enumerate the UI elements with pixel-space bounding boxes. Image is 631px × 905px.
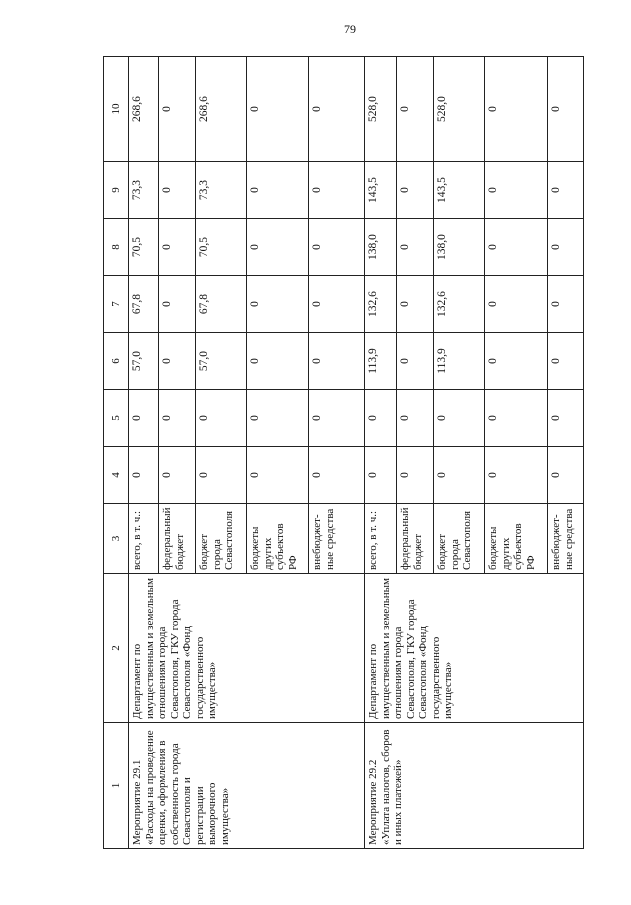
value-cell: 0 [397,219,434,276]
value-cell: 0 [485,219,548,276]
value-cell: 528,0 [434,57,485,162]
value-cell: 0 [365,390,397,447]
value-cell: 268,6 [129,57,159,162]
value-cell: 138,0 [434,219,485,276]
executor-cell: Департамент по имущественным и земельным отношениям города Севастополя, ГКУ города Севастополя «Фонд государственного имущества» [365,574,584,723]
value-cell: 528,0 [365,57,397,162]
value-cell: 0 [548,447,584,504]
value-cell: 0 [159,276,196,333]
value-cell: 0 [159,447,196,504]
source-cell: всего, в т. ч.: [129,504,159,574]
value-cell: 0 [309,447,365,504]
value-cell: 0 [548,57,584,162]
source-cell: бюджеты других субъектов РФ [485,504,548,574]
value-cell: 0 [196,447,247,504]
value-cell: 132,6 [365,276,397,333]
value-cell: 143,5 [434,162,485,219]
value-cell: 0 [548,276,584,333]
value-cell: 0 [309,162,365,219]
value-cell: 0 [159,219,196,276]
value-cell: 0 [397,390,434,447]
measure-cell: Мероприятие 29.2 «Уплата налогов, сборов и иных платежей» [365,723,584,849]
header-cell: 8 [104,219,129,276]
header-cell: 9 [104,162,129,219]
source-cell: федеральный бюджет [397,504,434,574]
value-cell: 0 [196,390,247,447]
value-cell: 57,0 [196,333,247,390]
value-cell: 0 [247,219,309,276]
value-cell: 0 [485,447,548,504]
value-cell: 0 [159,57,196,162]
value-cell: 113,9 [434,333,485,390]
value-cell: 0 [309,276,365,333]
value-cell: 0 [548,162,584,219]
value-cell: 0 [485,162,548,219]
value-cell: 113,9 [365,333,397,390]
value-cell: 0 [397,447,434,504]
value-cell: 0 [247,57,309,162]
value-cell: 70,5 [196,219,247,276]
value-cell: 0 [129,390,159,447]
table-row [129,57,159,849]
value-cell: 0 [397,276,434,333]
value-cell: 0 [434,447,485,504]
value-cell: 73,3 [196,162,247,219]
value-cell: 0 [159,162,196,219]
value-cell: 73,3 [129,162,159,219]
source-cell: бюджет города Севастополя [434,504,485,574]
value-cell: 138,0 [365,219,397,276]
value-cell: 0 [309,219,365,276]
value-cell: 0 [365,447,397,504]
value-cell: 67,8 [129,276,159,333]
value-cell: 70,5 [129,219,159,276]
value-cell: 0 [247,162,309,219]
value-cell: 0 [247,276,309,333]
value-cell: 0 [159,333,196,390]
source-cell: федеральный бюджет [159,504,196,574]
budget-table [103,56,584,849]
value-cell: 0 [397,333,434,390]
value-cell: 0 [397,162,434,219]
source-cell: бюджеты других субъектов РФ [247,504,309,574]
value-cell: 0 [247,447,309,504]
value-cell: 0 [397,57,434,162]
header-cell: 10 [104,57,129,162]
value-cell: 0 [309,390,365,447]
measure-cell: Мероприятие 29.1 «Расходы на проведение оценки, оформления в собственность города Севастополя и регистрации выморочного имущества» [129,723,365,849]
rotated-table-container [103,57,583,849]
value-cell: 0 [309,57,365,162]
value-cell: 67,8 [196,276,247,333]
header-row [104,57,129,849]
value-cell: 0 [159,390,196,447]
value-cell: 0 [247,333,309,390]
table-wrapper [103,57,583,849]
value-cell: 0 [485,333,548,390]
value-cell: 0 [548,333,584,390]
value-cell: 0 [548,219,584,276]
table-row [365,57,397,849]
header-cell: 5 [104,390,129,447]
source-cell: внебюджет-ные средства [548,504,584,574]
value-cell: 0 [485,57,548,162]
source-cell: внебюджет-ные средства [309,504,365,574]
value-cell: 0 [129,447,159,504]
header-cell: 7 [104,276,129,333]
source-cell: всего, в т. ч.: [365,504,397,574]
value-cell: 143,5 [365,162,397,219]
header-cell: 3 [104,504,129,574]
value-cell: 0 [485,390,548,447]
header-cell: 2 [104,574,129,723]
value-cell: 132,6 [434,276,485,333]
header-cell: 4 [104,447,129,504]
value-cell: 268,6 [196,57,247,162]
value-cell: 0 [485,276,548,333]
page-number: 79 [344,22,356,36]
header-cell: 1 [104,723,129,849]
header-cell: 6 [104,333,129,390]
executor-cell: Департамент по имущественным и земельным отношениям города Севастополя, ГКУ города Севастополя «Фонд государственного имущества» [129,574,365,723]
value-cell: 0 [548,390,584,447]
value-cell: 57,0 [129,333,159,390]
source-cell: бюджет города Севастополя [196,504,247,574]
value-cell: 0 [434,390,485,447]
value-cell: 0 [247,390,309,447]
value-cell: 0 [309,333,365,390]
